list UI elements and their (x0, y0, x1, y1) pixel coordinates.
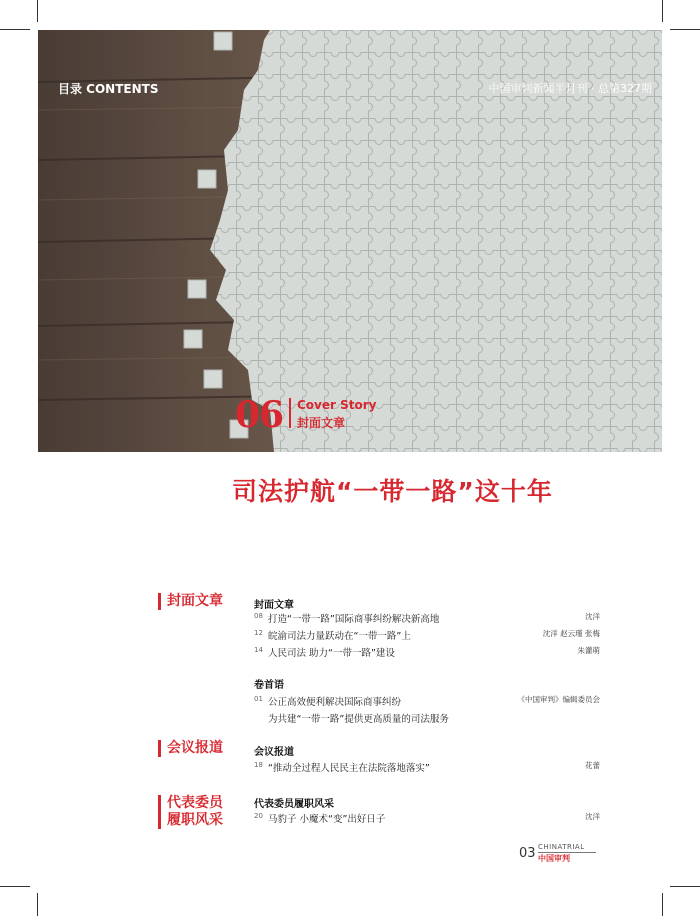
article-author: 沈洋 赵云瑾 张梅 (542, 629, 600, 638)
divider (289, 398, 291, 428)
section-label-cover: 封面文章 (158, 593, 223, 610)
crop-mark (662, 0, 663, 22)
article-author: 花蕾 (585, 761, 600, 770)
section-label-meeting: 会议报道 (158, 740, 223, 757)
group-title: 封面文章 (254, 600, 294, 611)
section-label-deputies: 代表委员 履职风采 (158, 795, 223, 829)
page-number: 18 (254, 761, 263, 769)
article-title: 公正高效便利解决国际商事纠纷 (268, 697, 402, 708)
page-number: 08 (254, 612, 263, 620)
crop-mark (37, 0, 38, 22)
crop-mark (670, 886, 700, 887)
brand-logo: 中国审判 (538, 854, 570, 863)
toc-entry[interactable] (254, 694, 600, 708)
article-title: 皖渝司法力量跃动在“一带一路”上 (268, 631, 411, 642)
crop-mark (0, 29, 30, 30)
crop-mark (662, 893, 663, 916)
group-title: 卷首语 (254, 680, 284, 691)
group-title: 会议报道 (254, 747, 294, 758)
article-title: 打造“一带一路”国际商事纠纷解决新高地 (268, 614, 440, 625)
article-title: “推动全过程人民民主在法院落地落实” (268, 763, 430, 774)
crop-mark (37, 893, 38, 916)
toc-entry[interactable] (254, 611, 600, 625)
page-number-footer: 03 (519, 846, 536, 861)
group-title: 代表委员履职风采 (254, 799, 334, 810)
page-number: 20 (254, 812, 263, 820)
toc-entry[interactable] (254, 645, 600, 659)
toc-entry[interactable] (254, 711, 600, 725)
article-author: 沈洋 (585, 612, 600, 621)
toc-entry[interactable] (254, 628, 600, 642)
page-number: 01 (254, 695, 263, 703)
article-title: 马豹子 小魔术“变”出好日子 (268, 814, 386, 825)
cover-headline[interactable]: 司法护航“一带一路”这十年 (232, 477, 553, 506)
page-number: 14 (254, 646, 263, 654)
crop-mark (670, 29, 700, 30)
article-title: 人民司法 助力“一带一路”建设 (268, 648, 395, 659)
toc-entry[interactable] (254, 811, 600, 825)
page-number: 12 (254, 629, 263, 637)
article-title: 为共建“一带一路”提供更高质量的司法服务 (268, 714, 449, 725)
cover-story-number: 06 (235, 394, 284, 436)
journal-issue: 中国审判新闻半月刊 · 总第327期 (488, 82, 652, 95)
cover-story-label-en[interactable]: Cover Story (297, 398, 377, 412)
cover-story-label-zh[interactable]: 封面文章 (297, 416, 346, 430)
brand-name-en: CHINATRIAL (538, 843, 585, 851)
article-author: 朱灌萌 (577, 646, 600, 655)
contents-label: 目录 CONTENTS (58, 82, 159, 96)
toc-entry[interactable] (254, 760, 600, 774)
crop-mark (0, 886, 30, 887)
article-author: 沈洋 (585, 812, 600, 821)
article-author: 《中国审判》编辑委员会 (517, 695, 600, 704)
